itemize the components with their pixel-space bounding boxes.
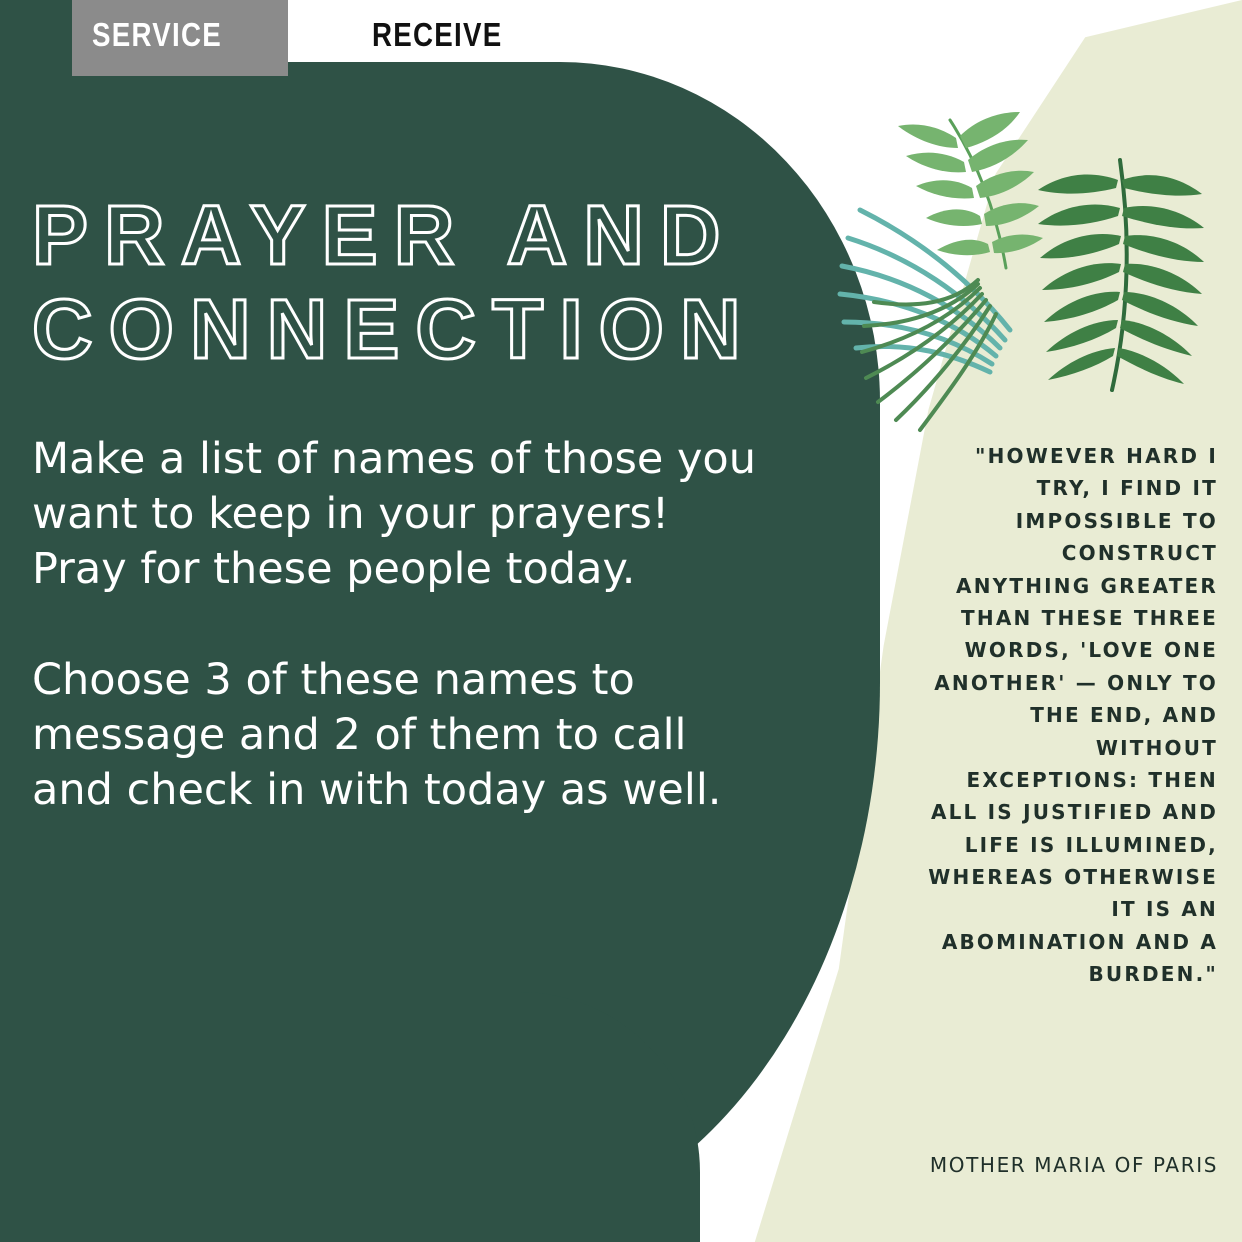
body-paragraph-2: Choose 3 of these names to message and 2 of them to call and check in with today as well. (32, 655, 722, 816)
tab-bar (0, 0, 1242, 76)
page-title (32, 188, 852, 376)
tab-receive-label[interactable]: RECEIVE (372, 16, 503, 53)
body-copy (32, 432, 762, 818)
page-title-line-1: PRAYER AND (32, 188, 737, 282)
quote-attribution: MOTHER MARIA OF PARIS (929, 1153, 1218, 1177)
body-paragraph-1: Make a list of names of those you want to keep in your prayers! Pray for these people today. (32, 434, 756, 595)
tab-service-label[interactable]: SERVICE (92, 16, 223, 53)
quote-text: "HOWEVER HARD I TRY, I FIND IT IMPOSSIBLE TO CONSTRUCT ANYTHING GREATER THAN THESE THREE WORDS, 'LOVE ONE ANOTHER' — ONLY TO THE END, AND WITHOUT EXCEPTIONS: THEN ALL IS JUSTIFIED AND LIFE IS ILLUMINED, WHEREAS OTHERWISE IT IS AN ABOMINATION AND A BURDEN." (928, 444, 1218, 987)
page-title-line-2: CONNECTION (32, 282, 757, 377)
